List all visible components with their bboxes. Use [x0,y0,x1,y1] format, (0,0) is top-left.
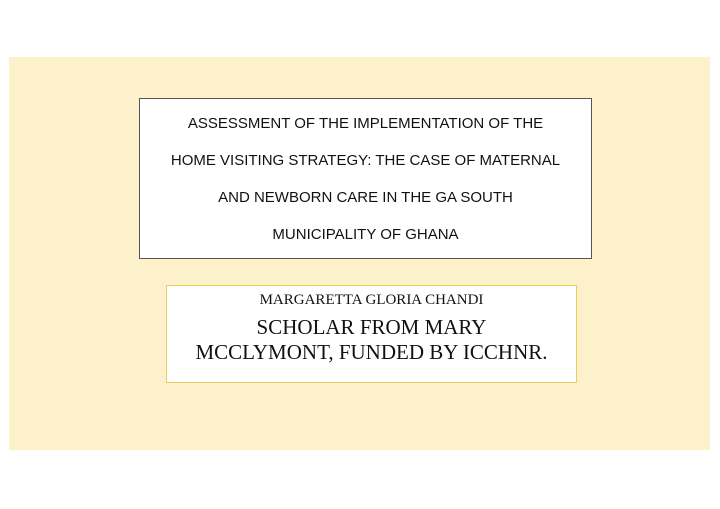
title-line-3: AND NEWBORN CARE IN THE GA SOUTH [218,188,513,206]
author-name: MARGARETTA GLORIA CHANDI [259,292,484,308]
title-line-4: MUNICIPALITY OF GHANA [272,225,459,243]
title-line-1: ASSESSMENT OF THE IMPLEMENTATION OF THE [187,114,544,132]
title-line-2: HOME VISITING STRATEGY: THE CASE OF MATERNAL [170,151,561,169]
author-affiliation-line-1: SCHOLAR FROM MARY [256,315,487,339]
title-box [139,98,592,259]
author-box [166,285,577,383]
slide [9,57,710,450]
author-affiliation-line-2: MCCLYMONT, FUNDED BY ICCHNR. [195,340,548,364]
